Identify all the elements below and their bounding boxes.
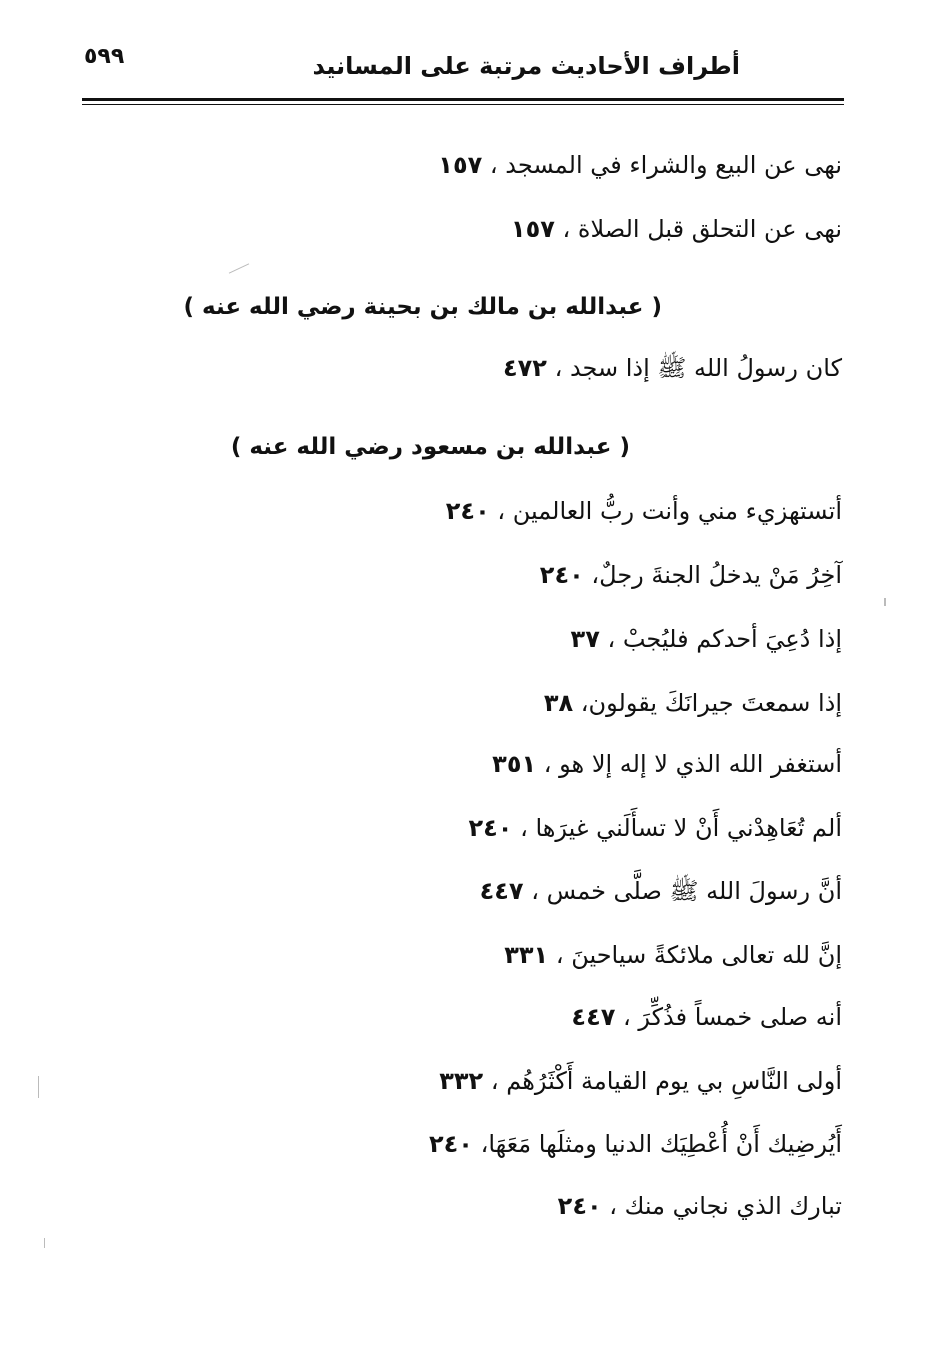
running-title: أطراف الأحاديث مرتبة على المسانيد (312, 52, 740, 80)
narrator-heading: ( عبدالله بن مسعود رضي الله عنه ) (230, 434, 630, 460)
page-number: ٥٩٩ (84, 44, 125, 69)
page-reference: ٤٤٧ (479, 877, 524, 905)
scan-speck (884, 598, 886, 606)
page-reference: ٢٤٠ (468, 814, 513, 842)
hadith-entry (540, 560, 842, 590)
hadith-text: أستغفر الله الذي لا إله إلا هو ، (543, 750, 842, 778)
hadith-text: كان رسولُ الله ﷺ إذا سجد ، (554, 354, 842, 382)
hadith-entry (429, 1129, 842, 1159)
hadith-text: أولى النَّاسِ بي يوم القيامة أَكْثَرُهُم ، (490, 1067, 842, 1095)
hadith-entry (480, 876, 842, 906)
hadith-entry (544, 688, 842, 718)
hadith-entry (511, 214, 842, 244)
hadith-entry (504, 940, 842, 970)
page-reference: ١٥٧ (438, 151, 483, 179)
page-reference: ٣٥١ (492, 750, 537, 778)
hadith-entry (558, 1191, 842, 1221)
hadith-entry (571, 624, 842, 654)
page-reference: ٤٤٧ (571, 1003, 616, 1031)
page-reference: ٣٣١ (504, 941, 549, 969)
page-reference: ٢٤٠ (539, 561, 584, 589)
page-reference: ٢٤٠ (429, 1130, 473, 1158)
narrator-heading: ( عبدالله بن مالك بن بحينة رضي الله عنه ) (183, 294, 662, 320)
hadith-text: إذا سمعتَ جيرانَكَ يقولون، (580, 689, 842, 717)
header-rule-thick (82, 98, 844, 101)
hadith-entry (438, 150, 842, 180)
hadith-entry (446, 496, 842, 526)
page-reference: ١٥٧ (510, 215, 555, 243)
hadith-text: أَيُرضِيك أَنْ أُعْطِيَك الدنيا ومثلَها مَعَهَا، (480, 1130, 842, 1158)
hadith-text: نهى عن البيع والشراء في المسجد ، (489, 151, 842, 179)
page-reference: ٣٨ (543, 689, 574, 717)
hadith-text: أتستهزيء مني وأنت ربُّ العالمين ، (497, 497, 842, 525)
scan-speck (229, 263, 249, 273)
page-reference: ٣٧ (570, 625, 600, 653)
page-reference: ٤٧٢ (502, 354, 547, 382)
header-rule-thin (82, 104, 844, 105)
hadith-text: إنَّ لله تعالى ملائكةً سياحينَ ، (555, 941, 842, 969)
hadith-entry (571, 1002, 842, 1032)
hadith-text: أنَّ رسولَ الله ﷺ صلَّى خمس ، (531, 877, 842, 905)
hadith-text: نهى عن التحلق قبل الصلاة ، (562, 215, 842, 243)
hadith-text: آخِرُ مَنْ يدخلُ الجنةَ رجلٌ، (591, 561, 842, 589)
hadith-text: ألم تُعَاهِدْني أَنْ لا تسأَلَني غيرَها ، (520, 814, 842, 842)
page-reference: ٣٣٢ (439, 1067, 484, 1095)
hadith-entry (468, 813, 842, 843)
page-reference: ٢٤٠ (445, 497, 490, 525)
hadith-text: إذا دُعِيَ أحدكم فليُجبْ ، (607, 625, 842, 653)
hadith-entry (492, 749, 842, 779)
hadith-text: تبارك الذي نجاني منك ، (609, 1192, 842, 1220)
hadith-text: أنه صلى خمساً فذُكِّرَ ، (623, 1003, 842, 1031)
page-reference: ٢٤٠ (557, 1192, 602, 1220)
scan-speck (38, 1076, 39, 1098)
hadith-entry (503, 353, 842, 383)
hadith-entry (439, 1066, 842, 1096)
scan-speck (44, 1238, 45, 1248)
